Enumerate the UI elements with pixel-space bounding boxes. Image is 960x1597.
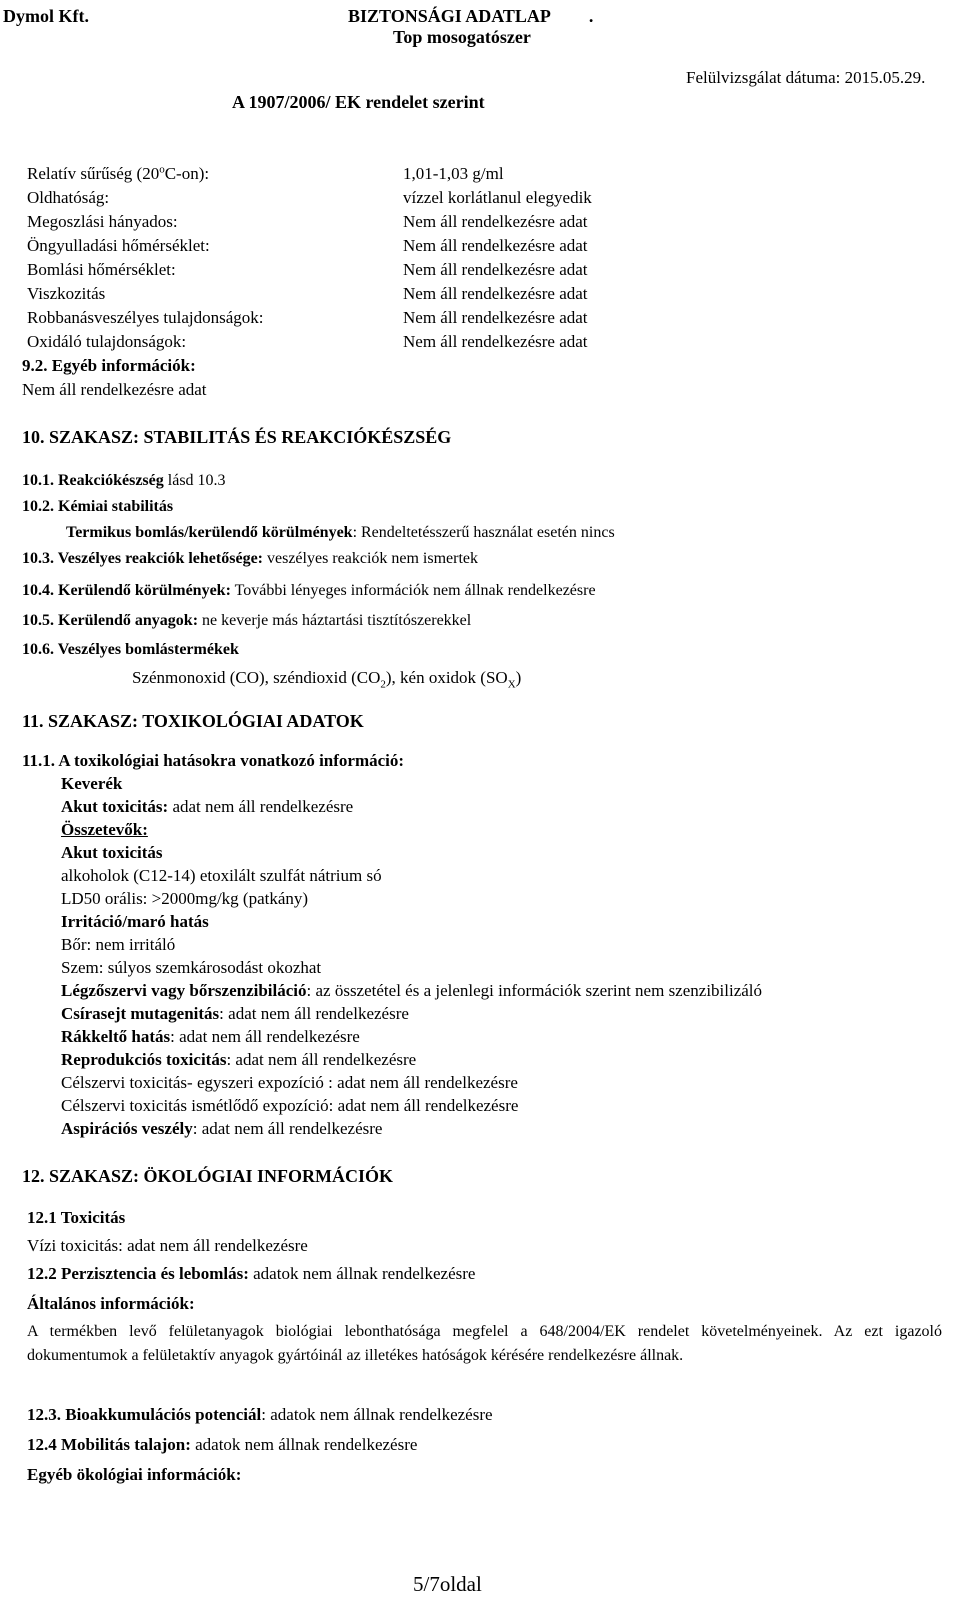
value: ne keverje más háztartási tisztítószerekkel [198,612,472,629]
section-10-2-detail [66,523,615,542]
products-b: ), kén oxidok (SO [385,668,508,687]
aquatic-toxicity: Vízi toxicitás: adat nem áll rendelkezésre [27,1236,308,1255]
mixture-heading: Keverék [61,774,123,793]
value: adatok nem állnak rendelkezésre [248,1264,476,1283]
value: veszélyes reakciók nem ismertek [263,550,479,567]
section-9-2-heading: 9.2. Egyéb információk: [22,356,196,375]
section-10-2: 10.2. Kémiai stabilitás [22,498,174,515]
label: 12.4 Mobilitás talajon: [27,1435,191,1454]
sensitisation [61,981,762,1001]
component-name: alkoholok (C12-14) etoxilált szulfát nátrium só [61,866,382,885]
section-10-1 [22,471,226,490]
value: adat nem áll rendelkezésre [168,797,354,816]
property-label: Öngyulladási hőmérséklet: [27,236,210,255]
property-value: Nem áll rendelkezésre adat [403,260,588,279]
label: 10.1. Reakciókészség [22,472,164,489]
reproductive-toxicity [61,1050,416,1070]
carcinogenicity [61,1027,360,1047]
label: Rákkeltő hatás [61,1027,171,1046]
label: Légzőszervi vagy bőrszenzibiláció [61,981,307,1000]
property-value: Nem áll rendelkezésre adat [403,284,588,303]
value: : adat nem áll rendelkezésre [219,1004,409,1023]
property-label-density [27,164,209,184]
property-label: Viszkozitás [27,284,106,303]
property-label: Oldhatóság: [27,188,110,207]
section-10-5 [22,611,471,630]
density-label-a: Relatív sűrűség (20 [27,164,160,183]
value: : adat nem áll rendelkezésre [170,1027,360,1046]
label: 12.3. Bioakkumulációs potenciál [27,1405,262,1424]
section-12-3 [27,1405,493,1425]
property-label: Megoszlási hányados: [27,212,178,231]
section-12-1-heading: 12.1 Toxicitás [27,1208,126,1227]
value: További lényeges információk nem állnak rendelkezésre [230,582,596,599]
product-name: Top mosogatószer [393,27,531,47]
regulation: A 1907/2006/ EK rendelet szerint [232,92,485,112]
company-name: Dymol Kft. [3,6,89,26]
value: lásd 10.3 [163,472,226,489]
value: : adatok nem állnak rendelkezésre [261,1405,493,1424]
section-12-2 [27,1264,475,1284]
property-value: Nem áll rendelkezésre adat [403,212,588,231]
document-type-dot: . [588,6,594,26]
stot-single: Célszervi toxicitás- egyszeri expozíció : adat nem áll rendelkezésre [61,1073,518,1092]
property-label: Robbanásveszélyes tulajdonságok: [27,308,264,327]
acute-toxicity-mixture [61,797,353,817]
products-c: ) [515,668,522,687]
label: Reprodukciós toxicitás [61,1050,227,1069]
density-label-sup: o [159,163,165,176]
label: Termikus bomlás/kerülendő körülmények [66,524,353,541]
document-type-text: BIZTONSÁGI ADATLAP [348,6,551,26]
products-sub1: 2 [380,678,386,691]
property-value: Nem áll rendelkezésre adat [403,236,588,255]
value: : az összetétel és a jelenlegi információk szerint nem szenzibilizáló [306,981,763,1000]
components-heading: Összetevők: [61,820,148,839]
property-label: Bomlási hőmérséklet: [27,260,176,279]
irritation-heading: Irritáció/maró hatás [61,912,209,931]
section-12-heading: 12. SZAKASZ: ÖKOLÓGIAI INFORMÁCIÓK [22,1166,394,1186]
value: : Rendeltetésszerű használat esetén nincs [352,524,615,541]
property-value: 1,01-1,03 g/ml [403,164,504,183]
label: Aspirációs veszély [61,1119,193,1138]
section-10-4 [22,581,596,600]
value: adatok nem állnak rendelkezésre [190,1435,418,1454]
value: : adat nem áll rendelkezésre [226,1050,417,1069]
mutagenicity [61,1004,409,1024]
section-10-3 [22,549,478,568]
value: : adat nem áll rendelkezésre [192,1119,383,1138]
section-9-2-text: Nem áll rendelkezésre adat [22,380,207,399]
skin-irritation: Bőr: nem irritáló [61,935,176,954]
label: 10.3. Veszélyes reakciók lehetősége: [22,550,263,567]
label: 10.4. Kerülendő körülmények: [22,582,231,599]
general-info-heading: Általános információk: [27,1294,195,1313]
density-label-b: C-on): [164,164,210,183]
property-value: vízzel korlátlanul elegyedik [403,188,592,207]
label: 10.5. Kerülendő anyagok: [22,612,199,629]
aspiration-hazard [61,1119,382,1139]
section-11-heading: 11. SZAKASZ: TOXIKOLÓGIAI ADATOK [22,711,364,731]
ld50-value: LD50 orális: >2000mg/kg (patkány) [61,889,309,908]
eye-irritation: Szem: súlyos szemkárosodást okozhat [61,958,322,977]
property-label: Oxidáló tulajdonságok: [27,332,187,351]
section-12-4 [27,1435,417,1455]
products-a: Szénmonoxid (CO), széndioxid (CO [132,668,381,687]
acute-toxicity-heading: Akut toxicitás [61,843,163,862]
general-info-paragraph: A termékben levő felületanyagok biológiai lebonthatósága megfelel a 648/2004/EK rendelet követelményeinek. Az ezt igazoló dokumentumok a felületaktív anyagok gyártóinál az illetékes hatóságok kérésére rendelkezésre állnak. [27,1323,942,1364]
section-11-1-heading: 11.1. A toxikológiai hatásokra vonatkozó információ: [22,751,405,770]
stot-repeated: Célszervi toxicitás ismétlődő expozíció: adat nem áll rendelkezésre [61,1096,519,1115]
property-value: Nem áll rendelkezésre adat [403,332,588,351]
label: 12.2 Perzisztencia és lebomlás: [27,1264,249,1283]
property-value: Nem áll rendelkezésre adat [403,308,588,327]
section-10-6: 10.6. Veszélyes bomlástermékek [22,641,239,658]
page-number: 5/7oldal [413,1572,482,1596]
label: Akut toxicitás: [61,797,169,816]
other-eco-info-heading: Egyéb ökológiai információk: [27,1465,242,1484]
document-type [348,6,593,27]
label: Csírasejt mutagenitás [61,1004,220,1023]
revision-date: Felülvizsgálat dátuma: 2015.05.29. [686,68,926,87]
products-sub2: X [507,678,516,691]
section-10-6-products [132,668,522,691]
section-10-heading: 10. SZAKASZ: STABILITÁS ÉS REAKCIÓKÉSZSÉG [22,427,452,447]
